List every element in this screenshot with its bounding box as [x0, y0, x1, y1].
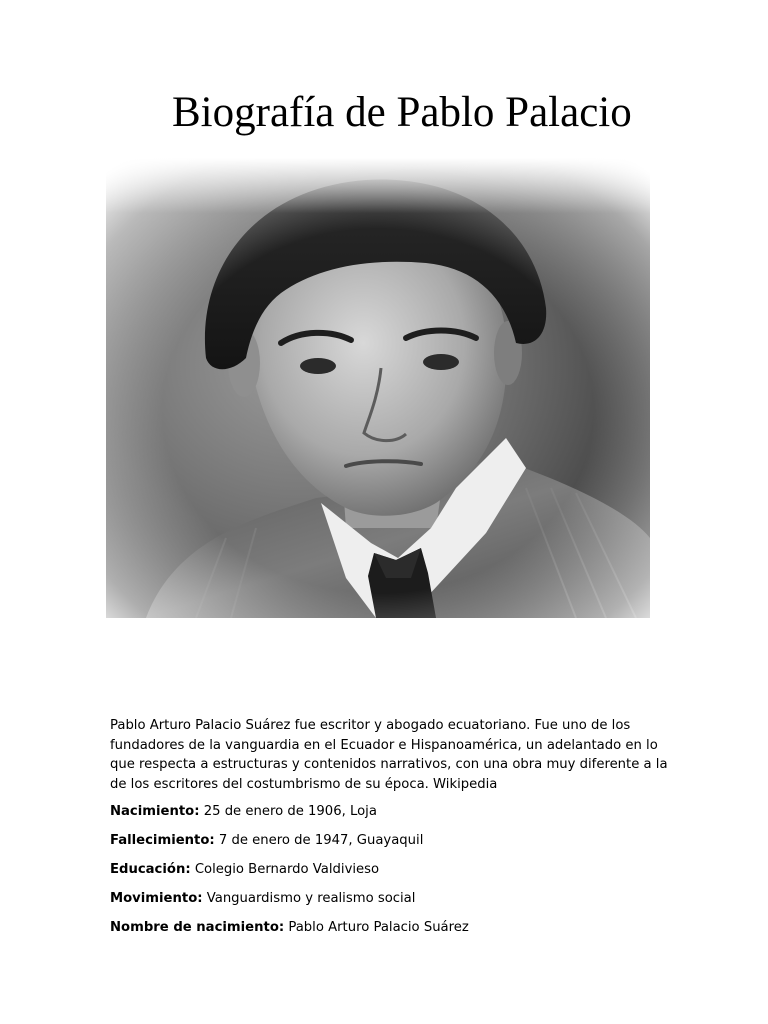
fact-movement: [110, 889, 670, 909]
fact-death: [110, 831, 670, 851]
fact-value: Pablo Arturo Palacio Suárez: [288, 919, 469, 935]
fact-value: Colegio Bernardo Valdivieso: [194, 861, 380, 877]
fact-birth-name: [110, 918, 670, 938]
intro-paragraph: Pablo Arturo Palacio Suárez fue escritor y abogado ecuatoriano. Fue uno de los fundadores de la vanguardia en el Ecuador e Hispanoamérica, un adelantado en lo que respecta a estructuras y contenidos narrativos, con una obra muy diferente a la de los escritores del costumbrismo de su época. Wikipedia: [110, 718, 668, 792]
fact-label: Nombre de nacimiento:: [110, 919, 285, 935]
fact-value: Vanguardismo y realismo social: [206, 890, 416, 906]
fact-label: Nacimiento:: [110, 804, 200, 820]
fact-education: [110, 860, 670, 880]
fact-value: 7 de enero de 1947, Guayaquil: [218, 833, 424, 849]
biography-body: [110, 716, 670, 946]
fact-birth: [110, 802, 670, 822]
fact-label: Educación:: [110, 861, 191, 877]
document-title: Biografía de Pablo Palacio: [172, 89, 632, 136]
fact-label: Movimiento:: [110, 890, 203, 906]
fact-label: Fallecimiento:: [110, 833, 215, 849]
fact-value: 25 de enero de 1906, Loja: [203, 804, 377, 820]
portrait-photo: [106, 158, 650, 618]
